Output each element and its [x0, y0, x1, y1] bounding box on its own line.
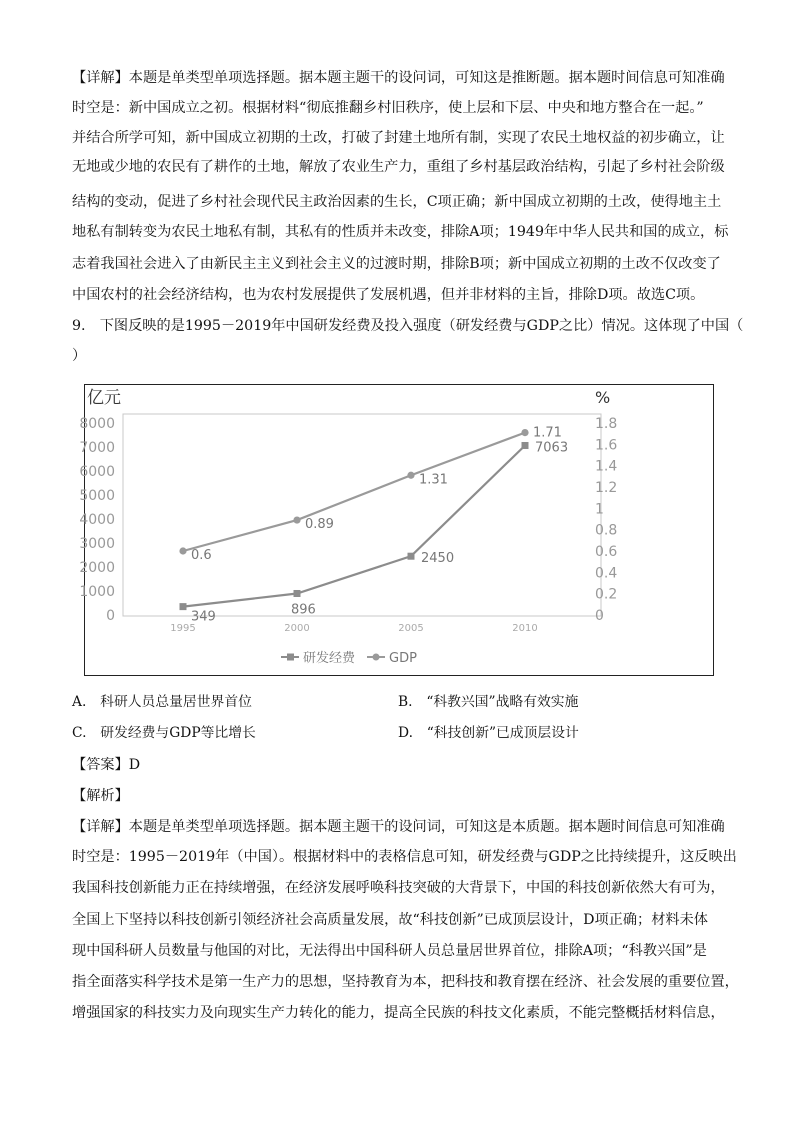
right-axis-unit: % — [595, 388, 611, 407]
explanation-1-line: 中国农村的社会经济结构，也为农村发展提供了发展机遇，但并非材料的主旨，排除D项。故选C项。 — [72, 287, 705, 303]
explanation-2-line: 时空是：1995－2019年（中国）。根据材料中的表格信息可知，研发经费与GDP之比持续提升，这反映出 — [72, 849, 737, 865]
legend-marker-square — [287, 654, 294, 661]
option-c: C. 研发经费与GDP等比增长 — [72, 725, 256, 741]
option-d: D. “科技创新”已成顶层设计 — [398, 725, 579, 741]
question-stem: 9. 下图反映的是1995－2019年中国研发经费及投入强度（研发经费与GDP之比）情况。这体现了中国（ — [72, 318, 744, 334]
right-tick-label: 1.4 — [595, 458, 618, 475]
data-label: 349 — [191, 609, 216, 625]
data-point-square — [522, 442, 529, 449]
x-tick-label: 1995 — [170, 623, 196, 634]
data-point-circle — [293, 516, 300, 523]
right-tick-label: 0 — [595, 608, 604, 624]
explanation-1-line: 无地或少地的农民有了耕作的土地，解放了农业生产力，重组了乡村基层政治结构，引起了乡村社会阶级 — [72, 159, 725, 175]
x-tick-label: 2010 — [512, 623, 538, 634]
legend-marker-circle — [373, 654, 380, 661]
right-tick-label: 1 — [595, 501, 604, 518]
explanation-2-line: 全国上下坚持以科技创新引领经济社会高质量发展，故“科技创新”已成顶层设计，D项正确；材料未体 — [72, 912, 708, 928]
data-point-square — [180, 603, 187, 610]
data-point-circle — [179, 547, 186, 554]
right-tick-label: 1.6 — [595, 437, 618, 454]
x-tick-label: 2000 — [284, 623, 310, 634]
data-point-circle — [521, 429, 528, 436]
dual-axis-line-chart — [79, 385, 712, 674]
plot-border — [123, 414, 601, 616]
data-label: 1.31 — [419, 472, 448, 488]
right-tick-label: 1.2 — [595, 480, 618, 496]
left-tick-label: 8000 — [79, 416, 115, 432]
legend-label: 研发经费 — [303, 651, 356, 666]
data-label: 2450 — [421, 551, 455, 567]
answer-label: 【答案】D — [72, 757, 141, 773]
left-tick-label: 7000 — [79, 440, 115, 456]
data-point-square — [294, 590, 301, 597]
data-label: 1.71 — [533, 425, 562, 441]
data-point-circle — [407, 472, 414, 479]
left-axis-unit: 亿元 — [87, 388, 121, 408]
explanation-2-line: 现中国科研人员数量与他国的对比，无法得出中国科研人员总量居世界首位，排除A项；“科教兴国”是 — [72, 943, 707, 959]
legend-label: GDP — [389, 651, 417, 666]
data-label: 0.6 — [191, 548, 212, 563]
explanation-1-line: 志着我国社会进入了由新民主主义到社会主义的过渡时期，排除B项；新中国成立初期的土改不仅改变了 — [72, 256, 721, 272]
explanation-1-line: 【详解】本题是单类型单项选择题。据本题主题干的设问词，可知这是推断题。据本题时间信息可知准确 — [72, 70, 725, 86]
left-tick-label: 6000 — [79, 464, 115, 480]
data-point-square — [408, 553, 415, 560]
left-tick-label: 5000 — [79, 488, 115, 504]
analysis-label: 【解析】 — [72, 788, 129, 804]
left-tick-label: 3000 — [79, 536, 115, 552]
right-tick-label: 0.4 — [595, 565, 618, 582]
explanation-1-line: 地私有制转变为农民土地私有制，其私有的性质并未改变，排除A项；1949年中华人民共和国的成立，标 — [72, 224, 729, 240]
explanation-2-line: 增强国家的科技实力及向现实生产力转化的能力，提高全民族的科技文化素质，不能完整概括材料信息， — [72, 1005, 725, 1021]
series-line-gdp-ratio — [183, 433, 525, 551]
data-label: 896 — [291, 602, 316, 618]
question-stem-bracket: ） — [72, 348, 87, 364]
explanation-1-line: 时空是：新中国成立之初。根据材料“彻底推翻乡村旧秩序，使上层和下层、中央和地方整合在一起。” — [72, 100, 704, 116]
explanation-2-line: 指全面落实科学技术是第一生产力的思想，坚持教育为本，把科技和教育摆在经济、社会发展的重要位置， — [72, 974, 739, 990]
right-tick-label: 0.2 — [595, 586, 618, 603]
right-tick-label: 0.8 — [595, 522, 618, 539]
right-tick-label: 1.8 — [595, 416, 618, 432]
left-tick-label: 0 — [106, 608, 115, 624]
data-label: 0.89 — [305, 517, 334, 533]
left-tick-label: 4000 — [79, 512, 115, 528]
left-tick-label: 1000 — [79, 584, 115, 600]
option-a: A. 科研人员总量居世界首位 — [72, 694, 252, 710]
explanation-2-line: 我国科技创新能力正在持续增强，在经济发展呼唤科技突破的大背景下，中国的科技创新依然大有可为， — [72, 880, 725, 896]
left-tick-label: 2000 — [79, 560, 115, 576]
x-tick-label: 2005 — [398, 623, 424, 634]
right-tick-label: 0.6 — [595, 544, 618, 560]
explanation-1-line: 并结合所学可知，新中国成立初期的土改，打破了封建土地所有制，实现了农民土地权益的初步确立，让 — [72, 130, 725, 146]
series-line-rd-funding — [183, 445, 525, 606]
data-label: 7063 — [535, 440, 569, 456]
option-b: B. “科教兴国”战略有效实施 — [398, 694, 579, 710]
chart-frame — [79, 384, 714, 676]
explanation-1-line: 结构的变动，促进了乡村社会现代民主政治因素的生长，C项正确；新中国成立初期的土改，使得地主土 — [72, 194, 722, 210]
explanation-2-line: 【详解】本题是单类型单项选择题。据本题主题干的设问词，可知这是本质题。据本题时间信息可知准确 — [72, 819, 725, 835]
